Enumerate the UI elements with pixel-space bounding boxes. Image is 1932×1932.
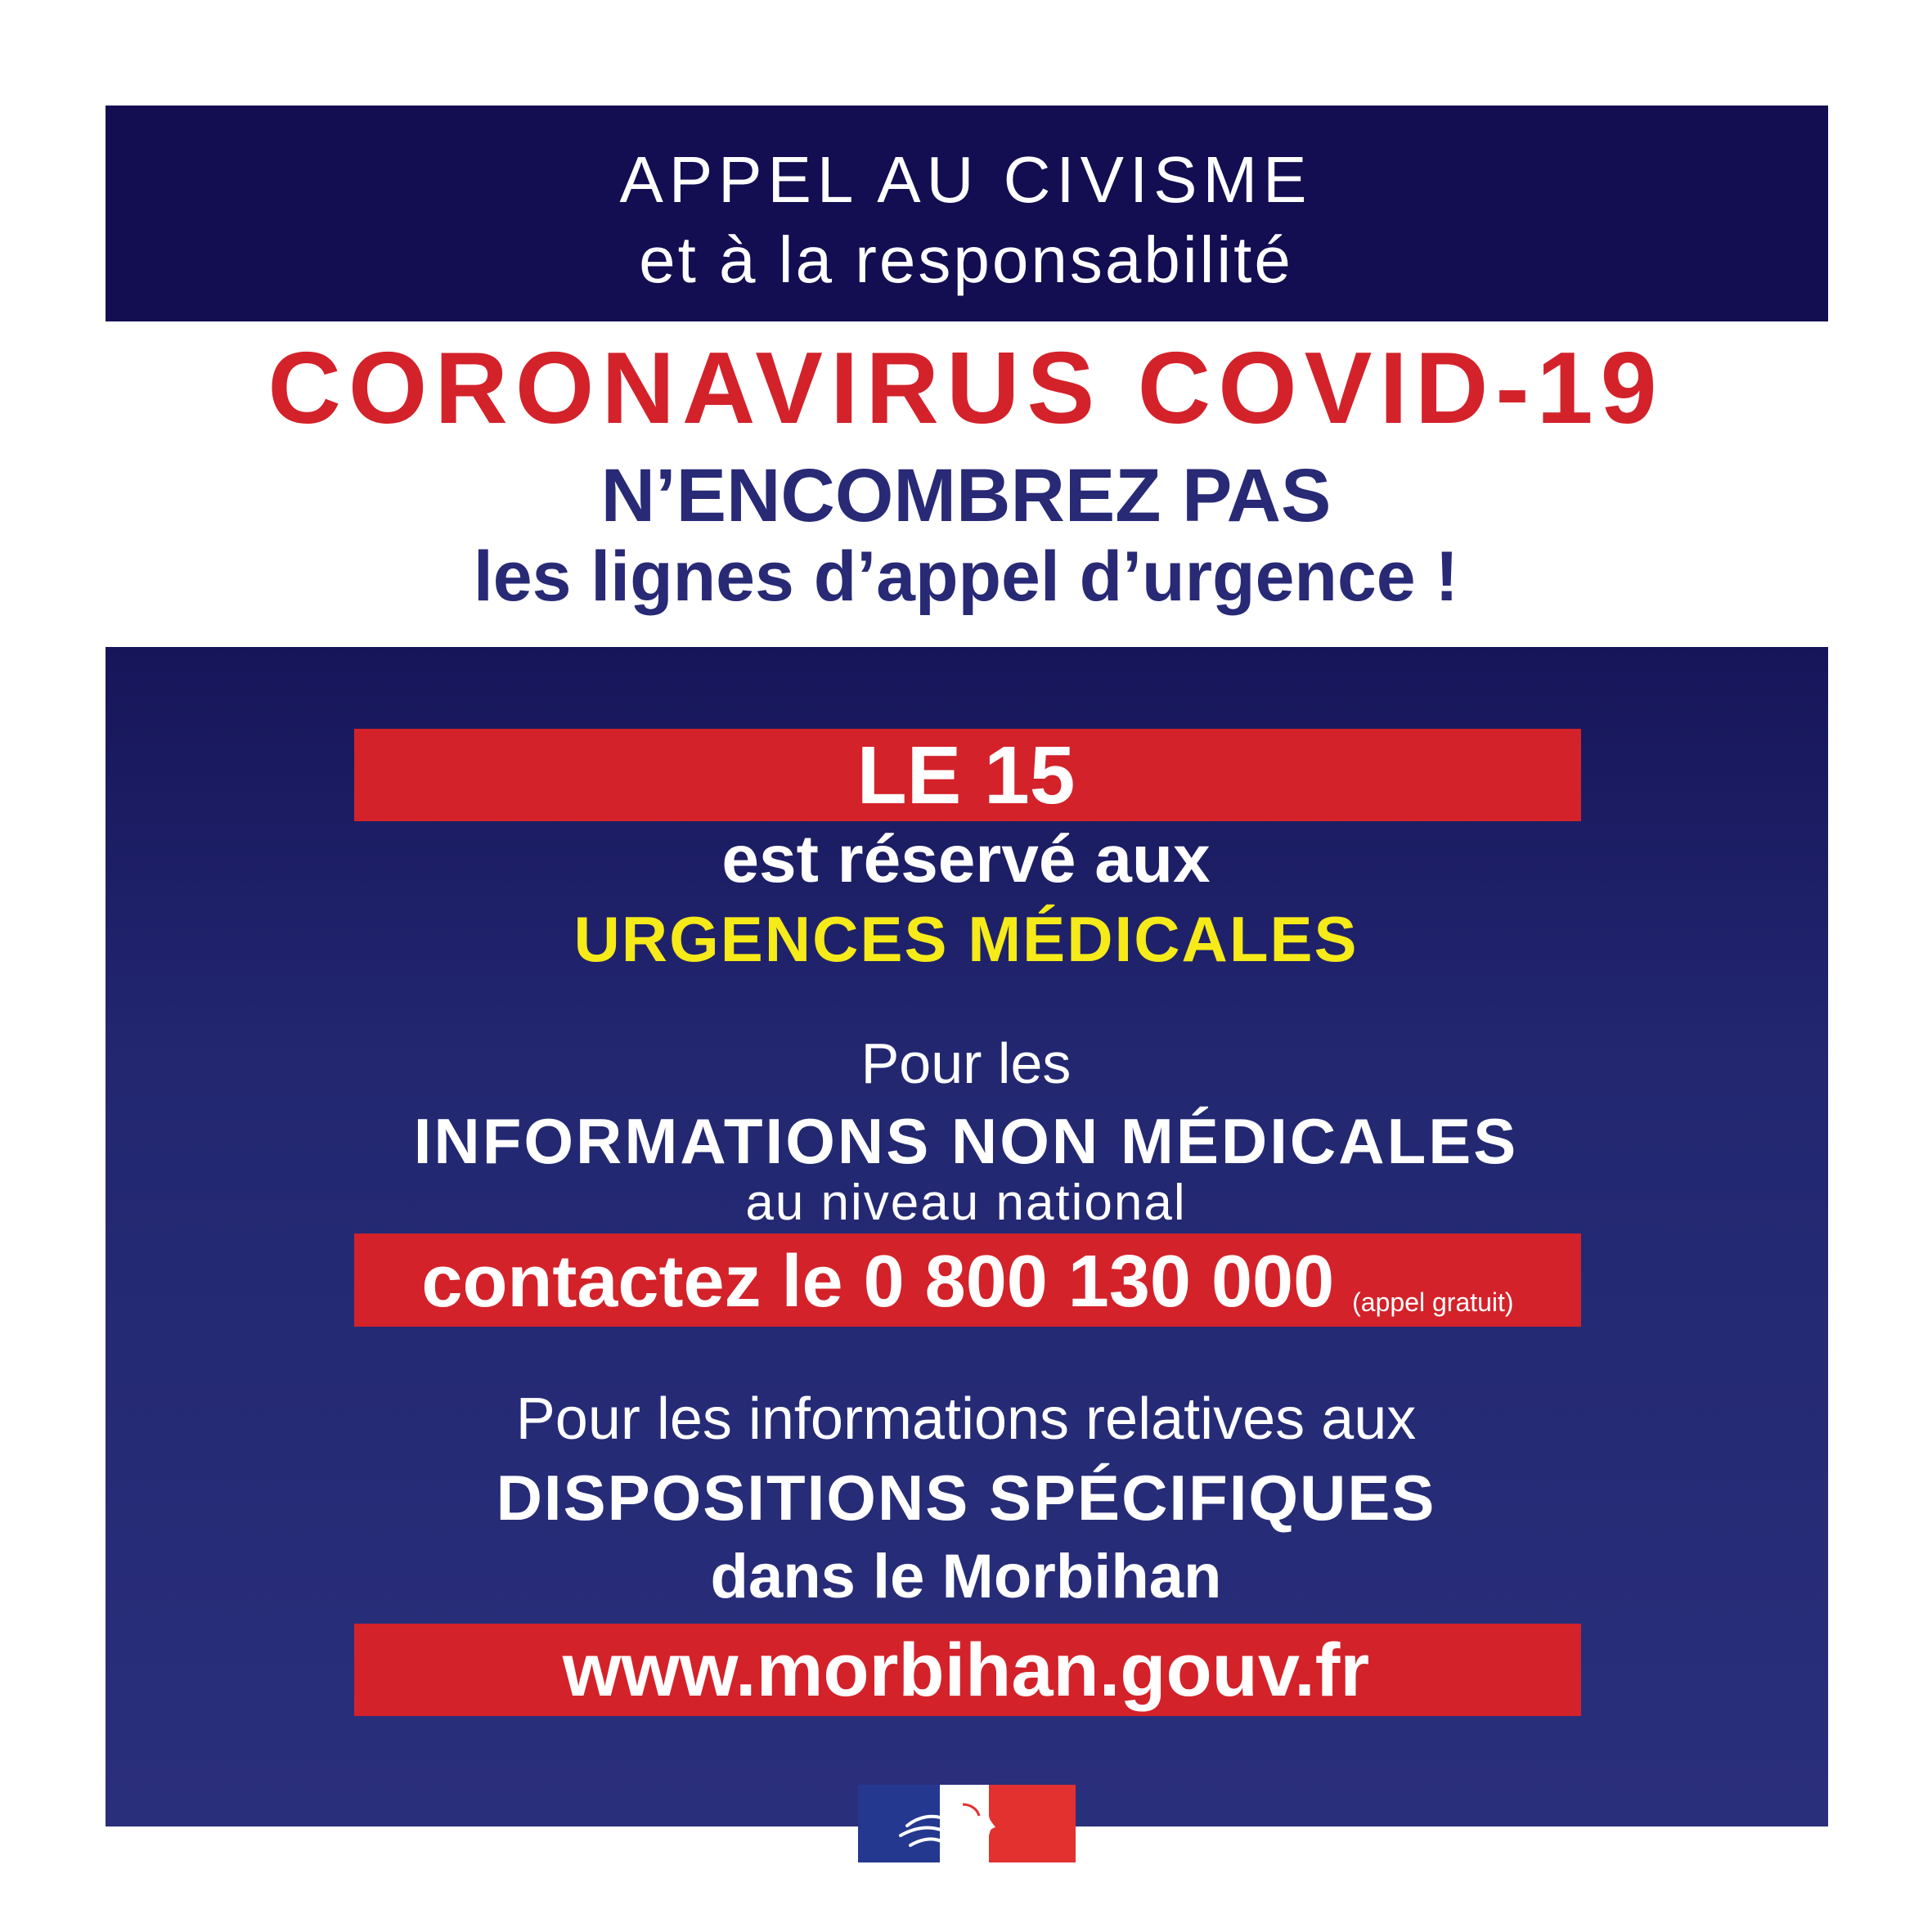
le15-label: LE 15 xyxy=(856,730,1076,821)
reserve-text: est réservé aux xyxy=(721,822,1211,896)
marianne-logo-icon xyxy=(858,1785,1076,1862)
contact-phone[interactable]: contactez le 0 800 130 000 xyxy=(421,1241,1335,1323)
pour-les-text: Pour les xyxy=(860,1031,1072,1095)
contact-row xyxy=(354,1233,1581,1327)
appel-gratuit-note: (appel gratuit) xyxy=(1352,1287,1514,1317)
niveau-national-text: au niveau national xyxy=(745,1175,1187,1231)
covid-title: CORONAVIRUS COVID-19 xyxy=(267,332,1665,445)
urgences-medicales: URGENCES MÉDICALES xyxy=(573,903,1359,975)
morbihan-text: dans le Morbihan xyxy=(710,1542,1222,1611)
informations-non-medicales: INFORMATIONS NON MÉDICALES xyxy=(413,1105,1519,1177)
dispositions-specifiques: DISPOSITIONS SPÉCIFIQUES xyxy=(496,1462,1436,1534)
relatives-text: Pour les informations relatives aux xyxy=(515,1386,1417,1452)
header-line-1: APPEL AU CIVISME xyxy=(619,143,1313,216)
headline-subtitle-2: les lignes d’appel d’urgence ! xyxy=(473,537,1459,616)
website-link[interactable]: www.morbihan.gouv.fr xyxy=(562,1629,1370,1712)
headline-subtitle-1: N’ENCOMBREZ PAS xyxy=(600,454,1332,537)
header-line-2: et à la responsabilité xyxy=(639,223,1293,296)
